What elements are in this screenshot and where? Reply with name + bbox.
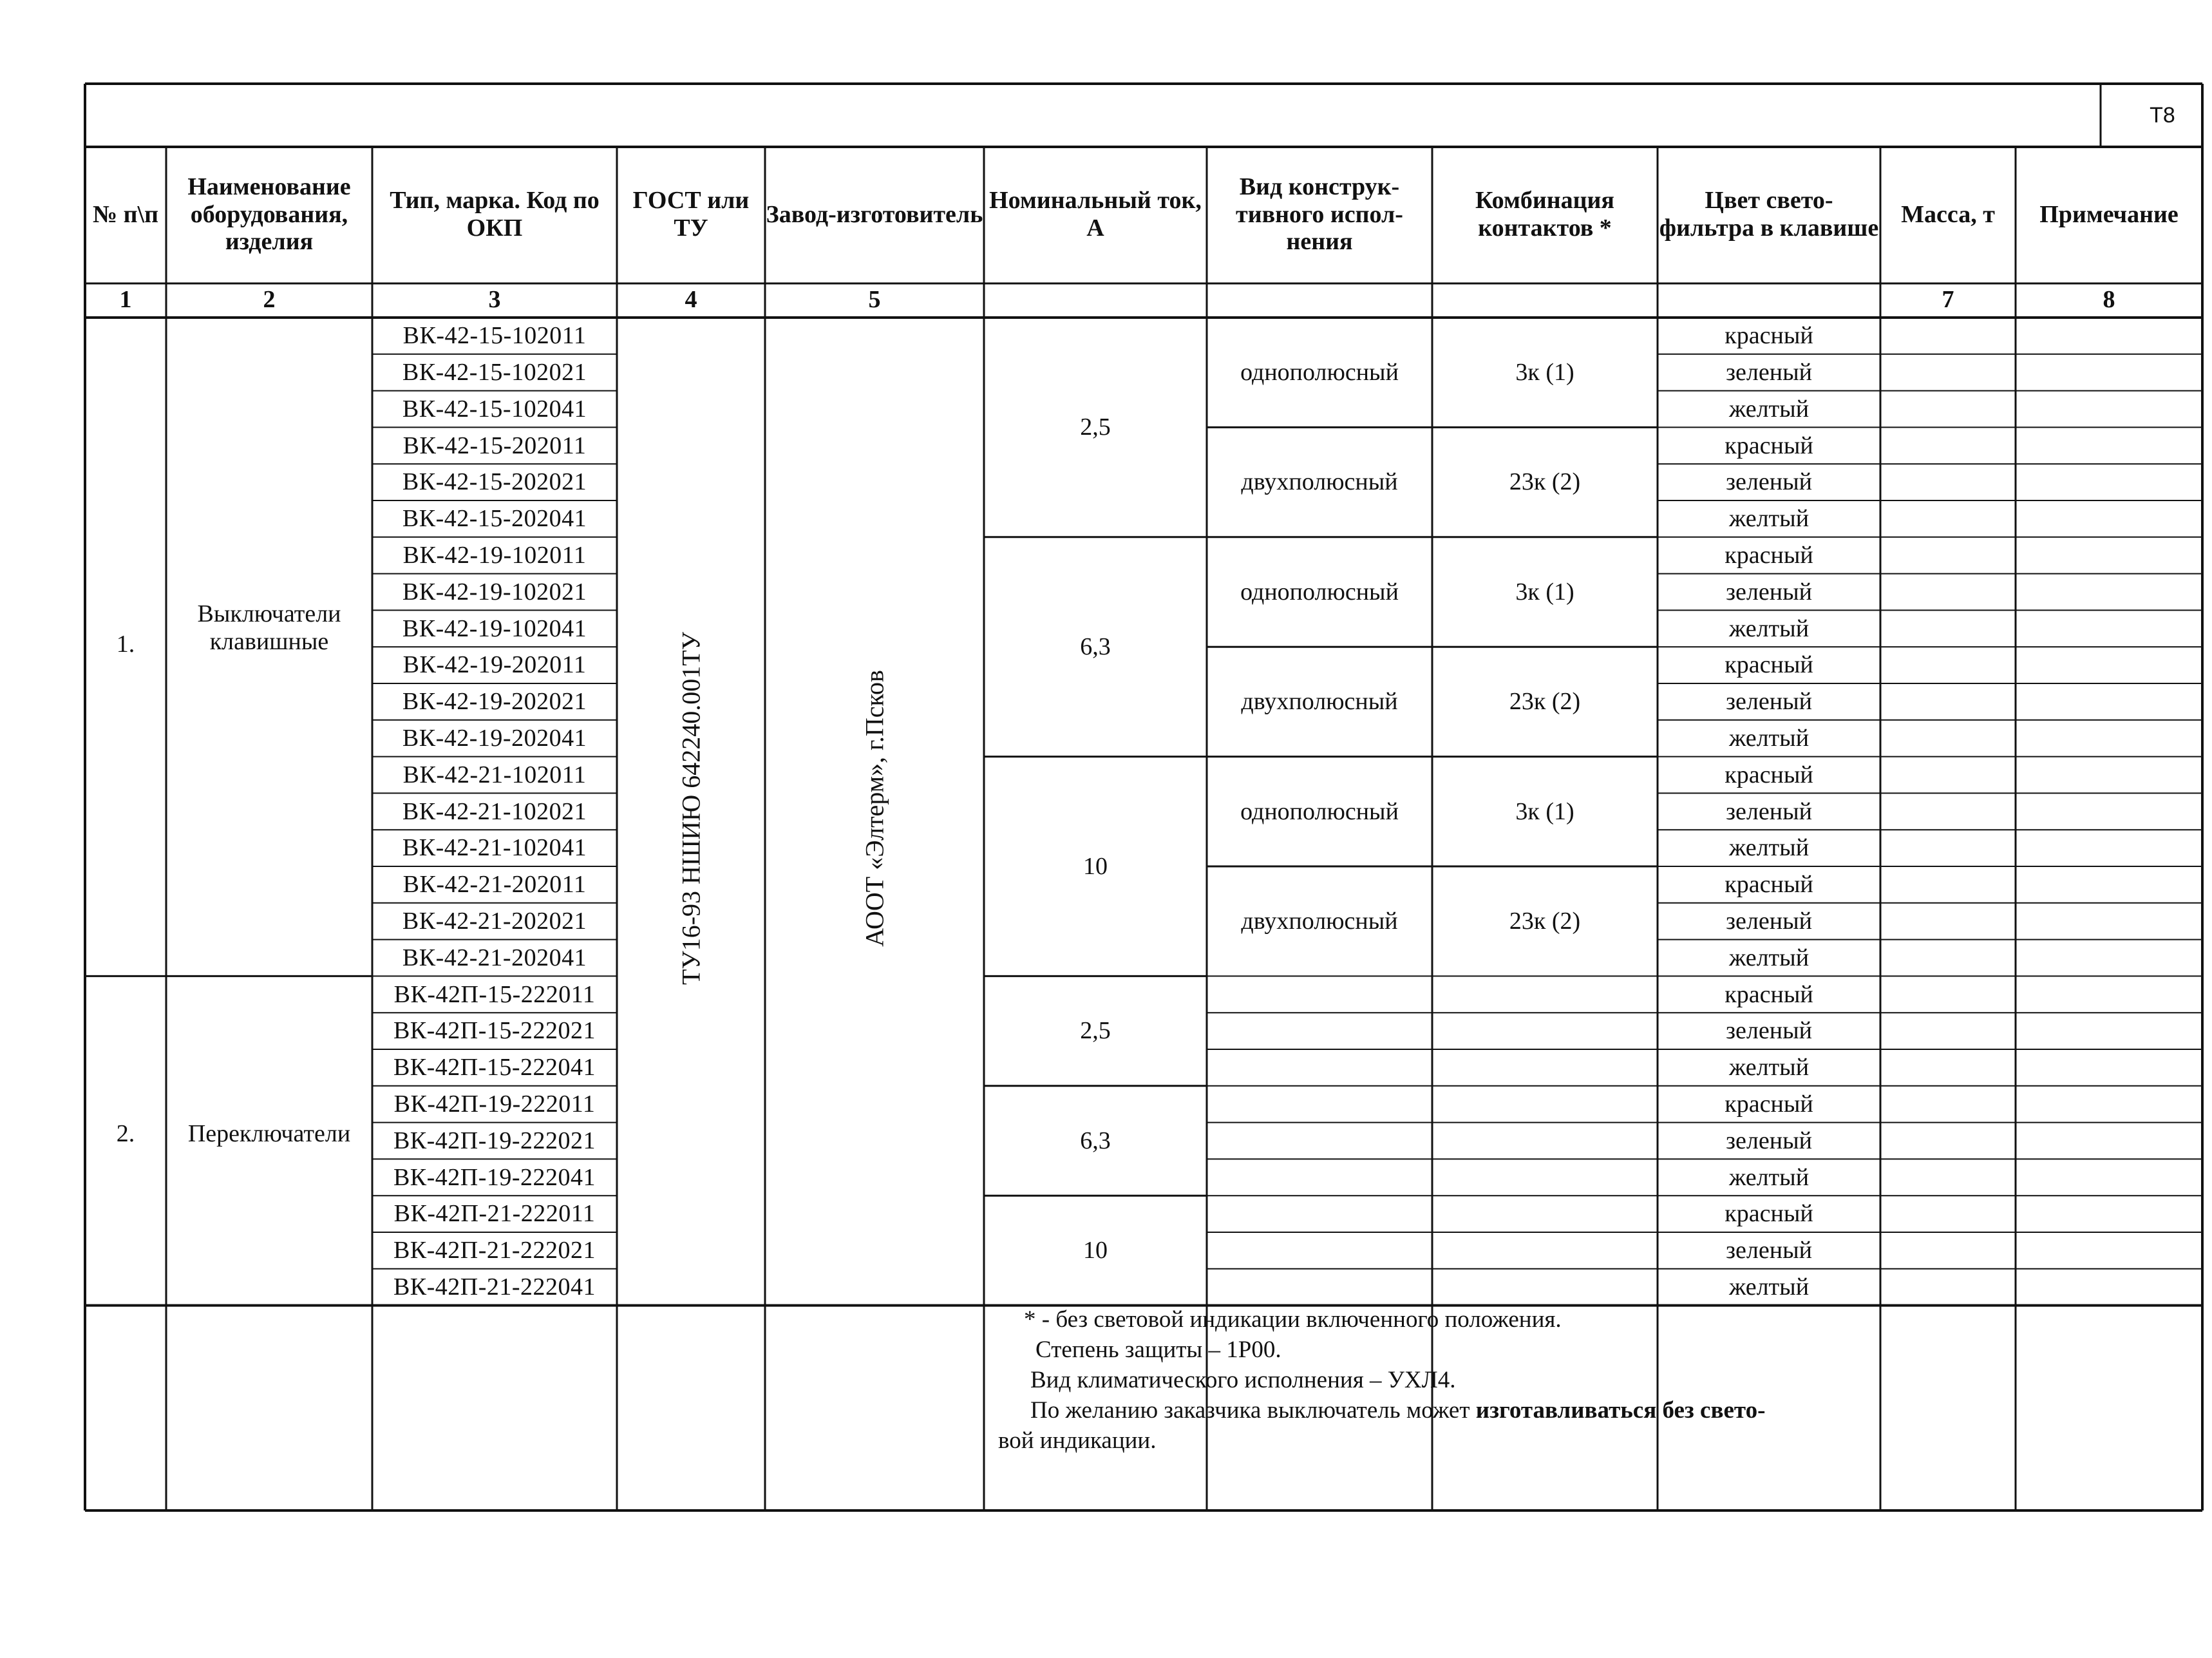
design-variant: однополюсный	[1240, 358, 1399, 386]
group-name: Переключатели	[187, 1120, 351, 1147]
filter-color: зеленый	[1726, 907, 1812, 935]
rated-current: 10	[1083, 852, 1108, 880]
filter-color: желтый	[1728, 1054, 1810, 1082]
col-number: 7	[1942, 285, 1954, 313]
header-current: Номинальный ток, А	[989, 187, 1202, 242]
header-num: № п\п	[92, 200, 159, 228]
type-code: ВК-42-21-202021	[402, 907, 587, 935]
type-code: ВК-42П-15-222011	[393, 980, 596, 1008]
type-code: ВК-42-19-102011	[402, 541, 587, 569]
notes-block	[998, 1304, 1858, 1456]
filter-color: зеленый	[1726, 468, 1812, 496]
rated-current: 2,5	[1080, 414, 1111, 441]
filter-color: желтый	[1728, 834, 1810, 862]
design-variant: двухполюсный	[1241, 468, 1398, 496]
filter-color: зеленый	[1726, 1237, 1812, 1264]
type-code: ВК-42П-15-222021	[393, 1017, 596, 1045]
col-number: 8	[2103, 285, 2115, 313]
filter-color: красный	[1725, 1090, 1813, 1118]
group-name: Выключатели клавишные	[197, 600, 341, 655]
contact-combination: 23к (2)	[1509, 468, 1581, 496]
header-name: Наименование оборудования, изделия	[187, 173, 351, 256]
col-number: 5	[868, 285, 881, 313]
design-variant: однополюсный	[1240, 578, 1399, 605]
filter-color: зеленый	[1726, 797, 1812, 825]
type-code: ВК-42-15-102041	[402, 395, 587, 423]
filter-color: красный	[1725, 432, 1813, 459]
group-num: 1.	[116, 630, 135, 658]
contact-combination: 23к (2)	[1509, 907, 1581, 935]
rated-current: 2,5	[1080, 1017, 1111, 1045]
note-line: Вид климатического исполнения – УХЛ4.	[1030, 1367, 1456, 1393]
col-number: 4	[685, 285, 697, 313]
filter-color: желтый	[1728, 505, 1810, 533]
filter-color: зеленый	[1726, 688, 1812, 716]
type-code: ВК-42-19-202041	[402, 724, 587, 752]
gost-value: ТУ16-93 НШИЮ 642240.001ТУ	[676, 631, 706, 986]
type-code: ВК-42-15-202021	[402, 468, 587, 496]
filter-color: зеленый	[1726, 1127, 1812, 1154]
filter-color: зеленый	[1726, 578, 1812, 605]
header-maker: Завод-изготовитель	[766, 200, 983, 228]
type-code: ВК-42-19-102021	[402, 578, 587, 605]
type-code: ВК-42П-21-222021	[393, 1237, 596, 1264]
design-variant: двухполюсный	[1241, 907, 1398, 935]
filter-color: зеленый	[1726, 1017, 1812, 1045]
filter-color: красный	[1725, 1200, 1813, 1228]
col-number: 1	[119, 285, 132, 313]
note-line: Степень защиты – 1Р00.	[1035, 1337, 1281, 1363]
filter-color: желтый	[1728, 1163, 1810, 1191]
type-code: ВК-42П-21-222011	[393, 1200, 596, 1228]
type-code: ВК-42-21-102041	[402, 834, 587, 862]
header-type: Тип, марка. Код по ОКП	[390, 187, 600, 242]
type-code: ВК-42П-19-222011	[393, 1090, 596, 1118]
filter-color: красный	[1725, 541, 1813, 569]
type-code: ВК-42П-21-222041	[393, 1273, 596, 1301]
filter-color: красный	[1725, 761, 1813, 788]
contact-combination: 3к (1)	[1515, 578, 1574, 605]
type-code: ВК-42-21-102011	[402, 761, 587, 788]
type-code: ВК-42П-15-222041	[393, 1054, 596, 1082]
filter-color: зеленый	[1726, 358, 1812, 386]
type-code: ВК-42П-19-222021	[393, 1127, 596, 1154]
header-color: Цвет свето-фильтра в клавише	[1659, 187, 1879, 242]
header-note: Примечание	[2039, 200, 2179, 228]
filter-color: желтый	[1728, 615, 1810, 642]
type-code: ВК-42-21-102021	[402, 797, 587, 825]
type-code: ВК-42-15-102011	[402, 322, 587, 350]
filter-color: красный	[1725, 651, 1813, 679]
rated-current: 10	[1083, 1237, 1108, 1264]
filter-color: желтый	[1728, 724, 1810, 752]
note-line: * - без световой индикации включенного положения.	[1024, 1306, 1562, 1333]
design-variant: двухполюсный	[1241, 688, 1398, 716]
type-code: ВК-42-19-102041	[402, 615, 587, 642]
design-variant: однополюсный	[1240, 797, 1399, 825]
contact-combination: 3к (1)	[1515, 797, 1574, 825]
note-text-bold: изготавливаться без свето-	[1475, 1397, 1766, 1424]
type-code: ВК-42-21-202011	[402, 871, 587, 899]
note-text: По желанию заказчика выключатель может	[1030, 1397, 1476, 1424]
header-design: Вид конструк-тивного испол-нения	[1236, 173, 1403, 256]
rated-current: 6,3	[1080, 633, 1111, 660]
header-gost: ГОСТ или ТУ	[632, 187, 750, 242]
filter-color: красный	[1725, 871, 1813, 899]
type-code: ВК-42П-19-222041	[393, 1163, 596, 1191]
rated-current: 6,3	[1080, 1127, 1111, 1154]
type-code: ВК-42-19-202021	[402, 688, 587, 716]
group-num: 2.	[116, 1120, 135, 1147]
note-line: вой индикации.	[998, 1427, 1157, 1454]
filter-color: красный	[1725, 322, 1813, 350]
type-code: ВК-42-15-202041	[402, 505, 587, 533]
type-code: ВК-42-15-102021	[402, 358, 587, 386]
note-line	[998, 1395, 1858, 1425]
sheet-tag: Т8	[2150, 103, 2175, 128]
filter-color: желтый	[1728, 395, 1810, 423]
type-code: ВК-42-19-202011	[402, 651, 587, 679]
col-number: 3	[488, 285, 501, 313]
type-code: ВК-42-21-202041	[402, 944, 587, 971]
header-mass: Масса, т	[1901, 200, 1995, 228]
filter-color: желтый	[1728, 944, 1810, 971]
header-contacts: Комбинация контактов *	[1475, 187, 1614, 242]
col-number: 2	[263, 285, 276, 313]
type-code: ВК-42-15-202011	[402, 432, 587, 459]
contact-combination: 23к (2)	[1509, 688, 1581, 716]
maker-value: АООТ «Элтерм», г.Псков	[860, 670, 889, 947]
filter-color: желтый	[1728, 1273, 1810, 1301]
contact-combination: 3к (1)	[1515, 358, 1574, 386]
filter-color: красный	[1725, 980, 1813, 1008]
